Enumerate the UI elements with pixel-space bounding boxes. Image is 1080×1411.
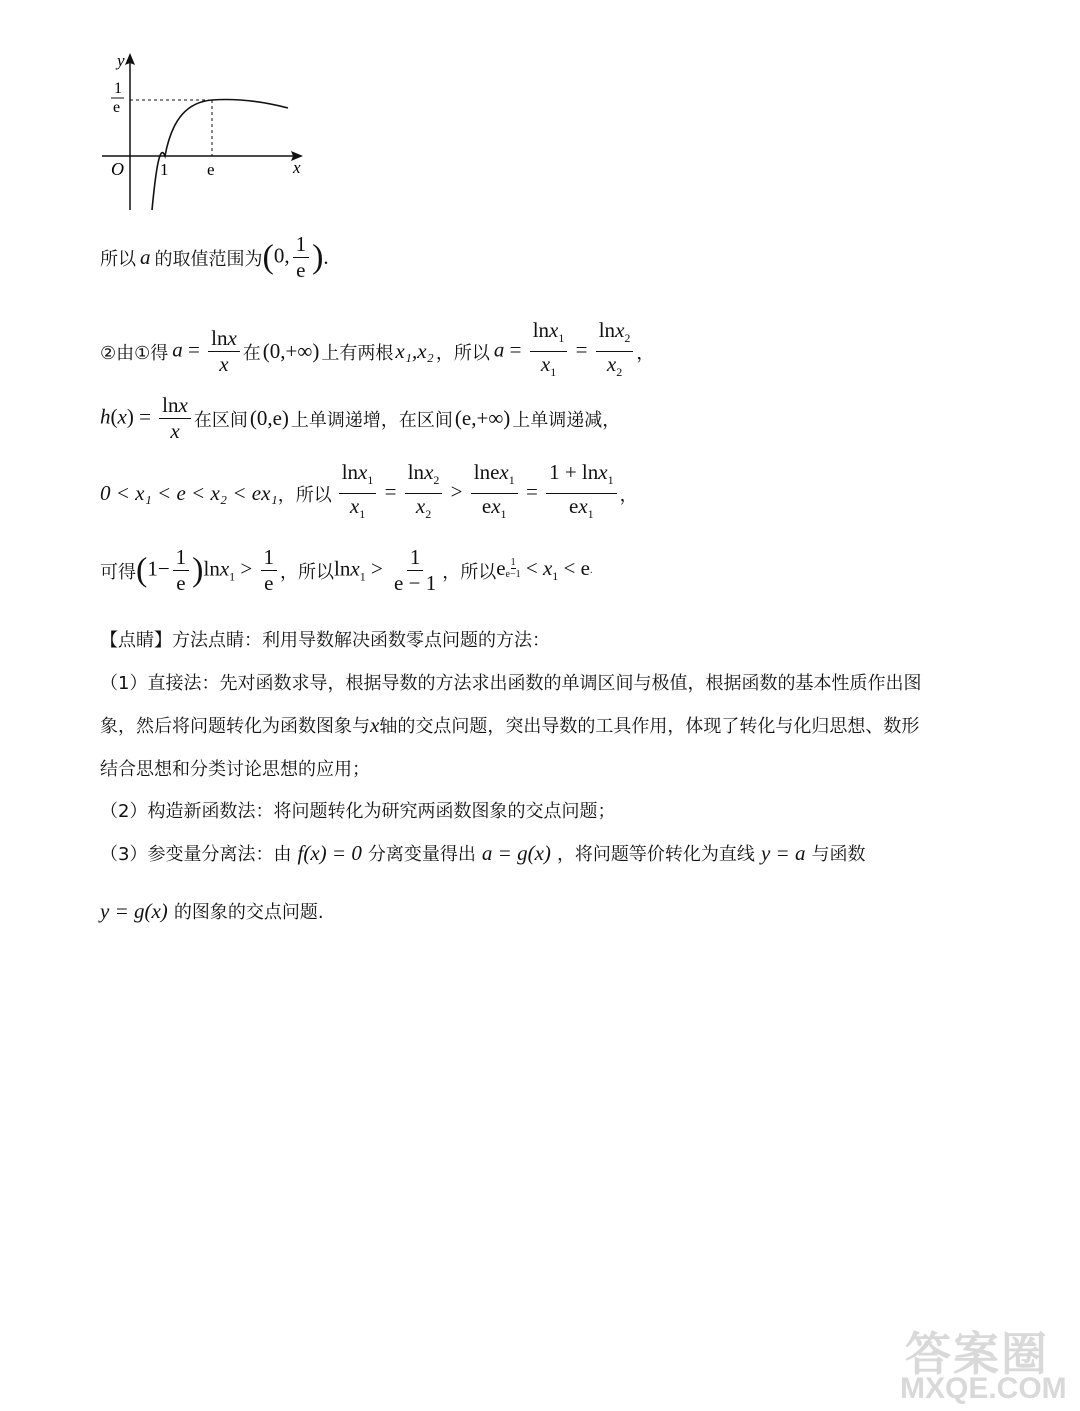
note-item-3-continued: y = g(x) 的图象的交点问题.: [100, 899, 324, 923]
origin-label: O: [111, 159, 124, 179]
derived-inequality: (1− $\frac{1}{e}$ )lnx$_1$ > $\frac{1}{e}$: [136, 545, 280, 596]
final-bound-line: 可得 (1− $\frac{1}{e}$ )lnx$_1$ > $\frac{1}{e}$ ，所以 lnx$_1$ > $\frac{1}{e - 1}$ ，所以 e $^{\frac{1}{e-1}}$ < $x_1 < e$ .: [100, 545, 593, 595]
step2-line: ②由①得 a = $\frac{\ln x}{x}$ 在 (0,+∞) 上有两根 x₁,x₂ ，所以 a = $\frac{\ln x_1}{x_1}$ = $\frac{\ln x_2}{x_2}$ ，: [100, 318, 654, 385]
note-item-1-line-c: 结合思想和分类讨论思想的应用；: [100, 759, 370, 780]
lnx1-bound: lnx$_1$ > $\frac{1}{e - 1}$: [334, 545, 437, 595]
x1-range: e $^{\frac{1}{e-1}}$ < $x_1 < e$: [496, 556, 590, 584]
watermark-logo: 答案圈: [905, 1328, 1049, 1380]
note-item-3: （3）参变量分离法：由 f(x) = 0 分离变量得出 a = g(x) ，将问题等价转化为直线 y = a 与函数: [100, 841, 866, 865]
note-item-2: （2）构造新函数法：将问题转化为研究两函数图象的交点问题；: [100, 801, 616, 822]
y-tick-numerator: 1: [114, 80, 122, 97]
monotonicity-line: h(x) = $\frac{\ln x}{x}$ 在区间 (0,e) 上单调递增，在区间 (e,+∞) 上单调递减，: [100, 393, 621, 443]
x-tick-1: 1: [160, 160, 169, 179]
ratio-comparison: $\frac{\ln x_1}{x_1}$ = $\frac{\ln x_2}{x_2}$ > $\frac{lnex_1}{ex_1}$ = $\frac{1 + \ln x_1}{ex_1}$: [336, 460, 620, 527]
range-interval: (0, $\frac{1}{e}$ ): [262, 232, 324, 282]
function-graph: [90, 48, 320, 218]
curve-lnx-over-x: [152, 99, 288, 210]
note-item-1-line-a: （1）直接法：先对函数求导，根据导数的方法求出函数的单调区间与极值，根据函数的基本性质作出图: [100, 673, 922, 694]
y-tick-denominator: e: [113, 99, 121, 116]
y-axis-label: y: [117, 51, 125, 70]
notes-title: 【点睛】方法点睛：利用导数解决函数零点问题的方法：: [100, 630, 550, 651]
range-conclusion-line: 所以 a 的取值范围为 (0, $\frac{1}{e}$ ) .: [100, 232, 329, 282]
h-definition: h(x) = $\frac{\ln x}{x}$: [100, 393, 194, 444]
a-equals-lnx-over-x: a = $\frac{\ln x}{x}$: [172, 326, 243, 377]
watermark-url: MXQE.COM: [900, 1372, 1067, 1405]
note-item-1-line-b: 象，然后将问题转化为函数图象与x轴的交点问题，突出导数的工具作用，体现了转化与化归思想、数形: [100, 713, 920, 737]
x-tick-e: e: [207, 160, 215, 179]
a-equals-ratio-chain: a = $\frac{\ln x_1}{x_1}$ = $\frac{\ln x_2}{x_2}$: [494, 318, 637, 385]
x-axis-label: x: [293, 158, 301, 177]
inequality-line: 0 < x₁ < e < x₂ < ex₁ ，所以 $\frac{\ln x_1}{x_1}$ = $\frac{\ln x_2}{x_2}$ > $\frac{lnex_1}{ex_1}$ = $\frac{1 + \ln x_1}{ex_1}$ ，: [100, 460, 638, 527]
var-a: a: [140, 245, 151, 269]
